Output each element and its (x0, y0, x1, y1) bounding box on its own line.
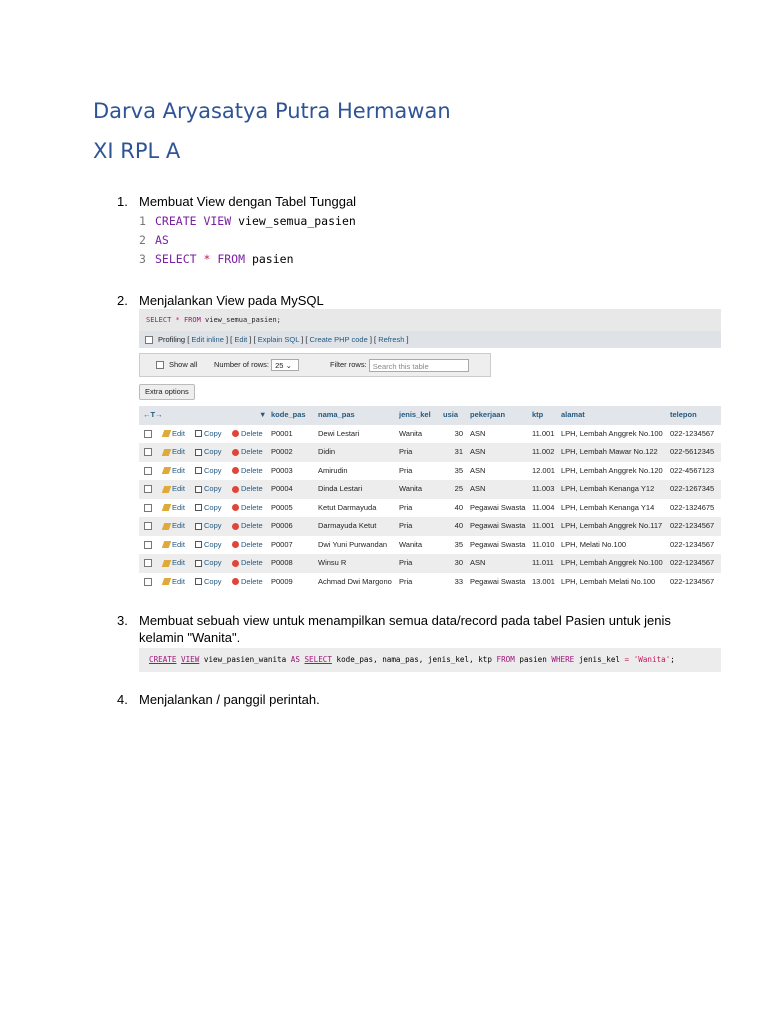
table-cell: 11.011 (532, 558, 554, 567)
table-cell: 11.004 (532, 502, 555, 512)
sql-keyword: AS (290, 655, 300, 664)
table-header-row (139, 406, 721, 425)
copy-row-button[interactable] (195, 480, 222, 499)
delete-icon (232, 578, 239, 585)
table-cell: 40 (454, 502, 463, 512)
table-cell: 35 (454, 539, 463, 549)
pencil-icon (162, 578, 172, 585)
line-number: 2 (139, 233, 146, 247)
extra-options-button[interactable]: Extra options (139, 384, 195, 400)
edit-row-button[interactable] (163, 499, 185, 518)
edit-row-button[interactable] (163, 554, 185, 573)
copy-row-button[interactable] (195, 462, 222, 481)
table-cell: Ketut Darmayuda (318, 502, 377, 512)
create-php-link[interactable]: Create PHP code (309, 335, 368, 344)
table-row (139, 462, 721, 481)
table-cell: 022-1324675 (670, 502, 715, 512)
delete-icon (232, 449, 239, 456)
table-cell: ASN (470, 447, 486, 456)
copy-icon (195, 541, 202, 548)
sql-keyword: FROM (496, 655, 515, 664)
pencil-icon (162, 504, 172, 511)
table-row (139, 480, 721, 499)
explain-sql-link[interactable]: Explain SQL (257, 335, 300, 344)
copy-row-label: Copy (204, 539, 222, 549)
delete-row-button[interactable] (232, 536, 263, 555)
copy-icon (195, 523, 202, 530)
table-cell: Winsu R (318, 558, 347, 567)
table-cell: Dwi Yuni Purwandan (318, 539, 388, 549)
table-cell: LPH, Lembah Anggrek No.120 (561, 465, 663, 475)
copy-row-button[interactable] (195, 573, 222, 592)
rows-select-value: 25 (275, 361, 284, 371)
table-cell: 022-1234567 (670, 521, 715, 530)
profiling-checkbox[interactable] (145, 336, 153, 344)
copy-row-label: Copy (204, 558, 222, 567)
number-of-rows-label: Number of rows: (214, 360, 270, 369)
col-header[interactable]: pekerjaan (470, 410, 506, 419)
table-cell: P0006 (271, 521, 293, 530)
sort-arrows-icon[interactable]: ←T→ (143, 410, 163, 419)
col-header[interactable]: alamat (561, 410, 585, 419)
code-text: view_semua_pasien (231, 214, 356, 228)
row-checkbox[interactable] (144, 499, 157, 518)
table-cell: 11.001 (532, 428, 555, 438)
copy-row-label: Copy (204, 428, 222, 438)
table-cell: P0005 (271, 502, 293, 512)
edit-row-button[interactable] (163, 462, 185, 481)
table-cell: 11.010 (532, 539, 555, 549)
copy-row-button[interactable] (195, 554, 222, 573)
delete-row-label: Delete (241, 428, 263, 438)
table-cell: 25 (454, 484, 463, 493)
copy-icon (195, 486, 202, 493)
delete-row-button[interactable] (232, 554, 263, 573)
table-cell: Wanita (399, 484, 423, 493)
chevron-down-icon: ⌄ (285, 361, 292, 371)
delete-row-button[interactable] (232, 462, 263, 481)
table-cell: ASN (470, 558, 486, 567)
table-cell: 022-1234567 (670, 428, 715, 438)
col-header[interactable]: ktp (532, 410, 544, 419)
delete-row-label: Delete (241, 465, 263, 475)
table-cell: 022-1234567 (670, 539, 715, 549)
table-cell: 022-1234567 (670, 558, 715, 567)
show-all-label: Show all (169, 360, 198, 369)
edit-row-button[interactable] (163, 480, 185, 499)
table-cell: LPH, Lembah Kenanga Y12 (561, 484, 655, 493)
table-cell: P0008 (271, 558, 293, 567)
edit-row-label: Edit (172, 576, 185, 586)
copy-icon (195, 504, 202, 511)
sql-query-bar (139, 309, 721, 331)
table-cell: 30 (454, 558, 463, 567)
line-number: 3 (139, 252, 146, 266)
table-cell: 33 (454, 576, 463, 586)
delete-row-button[interactable] (232, 480, 263, 499)
edit-row-label: Edit (172, 465, 185, 475)
table-cell: P0007 (271, 539, 293, 549)
edit-row-button[interactable] (163, 425, 185, 444)
row-checkbox[interactable] (144, 517, 157, 536)
sql-text: kode_pas, nama_pas, jenis_kel, ktp (331, 655, 497, 664)
edit-row-label: Edit (172, 539, 185, 549)
copy-row-label: Copy (204, 447, 222, 456)
edit-row-label: Edit (172, 428, 185, 438)
step-number: 2. (117, 293, 128, 308)
table-cell: 022-4567123 (670, 465, 715, 475)
table-cell: LPH, Melati No.100 (561, 539, 627, 549)
table-cell: ASN (470, 465, 486, 475)
sql-operator: * (171, 316, 184, 324)
filter-rows-input[interactable] (369, 359, 469, 372)
row-checkbox[interactable] (144, 573, 157, 592)
delete-row-label: Delete (241, 484, 263, 493)
edit-row-button[interactable] (163, 536, 185, 555)
step-number: 4. (117, 692, 128, 707)
copy-icon (195, 578, 202, 585)
delete-icon (232, 486, 239, 493)
table-body (139, 425, 721, 592)
edit-row-label: Edit (172, 558, 185, 567)
copy-icon (195, 449, 202, 456)
sql-text: jenis_kel (574, 655, 625, 664)
sql-keyword: FROM (183, 316, 201, 324)
table-cell: Pegawai Swasta (470, 521, 526, 530)
delete-row-label: Delete (241, 576, 263, 586)
edit-row-label: Edit (172, 484, 185, 493)
edit-row-label: Edit (172, 502, 185, 512)
table-row (139, 536, 721, 555)
code-line (139, 231, 369, 250)
table-cell: P0001 (271, 428, 293, 438)
table-cell: Wanita (399, 428, 423, 438)
table-cell: LPH, Lembah Mawar No.122 (561, 447, 658, 456)
table-cell: Pegawai Swasta (470, 576, 526, 586)
delete-icon (232, 523, 239, 530)
edit-inline-link[interactable]: Edit inline (191, 335, 224, 344)
table-cell: ASN (470, 428, 486, 438)
pencil-icon (162, 523, 172, 530)
table-cell: LPH, Lembah Kenanga Y14 (561, 502, 655, 512)
step-number: 1. (117, 194, 128, 209)
filter-rows-placeholder: Search this table (372, 361, 429, 371)
table-cell: Pegawai Swasta (470, 502, 526, 512)
edit-link[interactable]: Edit (234, 335, 248, 344)
row-checkbox[interactable] (144, 554, 157, 573)
table-cell: Pria (399, 465, 413, 475)
author-name: Darva Aryasatya Putra Hermawan (93, 99, 451, 123)
sort-desc-icon[interactable]: ▼ (259, 410, 267, 419)
table-cell: Darmayuda Ketut (318, 521, 377, 530)
show-all-checkbox[interactable] (156, 361, 164, 369)
row-checkbox[interactable] (144, 425, 157, 444)
edit-row-button[interactable] (163, 517, 185, 536)
table-cell: 022-5612345 (670, 447, 715, 456)
col-header[interactable]: usia (443, 410, 459, 419)
table-cell: 022-1267345 (670, 484, 715, 493)
code-keyword: CREATE VIEW (155, 214, 232, 228)
table-cell: Pria (399, 447, 413, 456)
delete-row-label: Delete (241, 558, 263, 567)
table-cell: 13.001 (532, 576, 555, 586)
col-header[interactable]: kode_pas (271, 410, 306, 419)
refresh-link[interactable]: Refresh (378, 335, 405, 344)
pencil-icon (162, 486, 172, 493)
table-cell: Pegawai Swasta (470, 539, 526, 549)
delete-row-button[interactable] (232, 499, 263, 518)
row-checkbox[interactable] (144, 462, 157, 481)
table-cell: 11.002 (532, 447, 555, 456)
table-navigation-bar (139, 353, 491, 377)
sql-keyword: SELECT (304, 655, 332, 664)
delete-row-button[interactable] (232, 443, 263, 462)
table-cell: 022-1234567 (670, 576, 715, 586)
copy-icon (195, 430, 202, 437)
edit-row-button[interactable] (163, 443, 185, 462)
delete-row-button[interactable] (232, 573, 263, 592)
sql-text: ; (670, 655, 675, 664)
code-keyword: FROM (217, 252, 246, 266)
table-cell: 35 (454, 465, 463, 475)
table-cell: Achmad Dwi Margono (318, 576, 392, 586)
table-cell: 11.003 (532, 484, 555, 493)
delete-row-label: Delete (241, 502, 263, 512)
pencil-icon (162, 560, 172, 567)
copy-icon (195, 560, 202, 567)
table-cell: LPH, Lembah Melati No.100 (561, 576, 656, 586)
col-header[interactable]: nama_pas (318, 410, 355, 419)
table-row (139, 554, 721, 573)
pencil-icon (162, 430, 172, 437)
copy-row-button[interactable] (195, 425, 222, 444)
copy-row-button[interactable] (195, 499, 222, 518)
table-cell: LPH, Lembah Anggrek No.117 (561, 521, 663, 530)
edit-row-label: Edit (172, 521, 185, 530)
step-text: Membuat View dengan Tabel Tunggal (139, 194, 357, 209)
step-text: Menjalankan / panggil perintah. (139, 692, 320, 707)
copy-row-label: Copy (204, 521, 222, 530)
profiling-label: Profiling (158, 335, 186, 344)
copy-row-label: Copy (204, 465, 222, 475)
delete-row-label: Delete (241, 447, 263, 456)
code-block-create-view (139, 212, 369, 269)
pencil-icon (162, 541, 172, 548)
copy-row-button[interactable] (195, 517, 222, 536)
table-row (139, 573, 721, 592)
delete-row-label: Delete (241, 521, 263, 530)
copy-row-label: Copy (204, 484, 222, 493)
table-row (139, 425, 721, 444)
delete-icon (232, 467, 239, 474)
filter-rows-label: Filter rows: (330, 360, 367, 369)
table-row (139, 443, 721, 462)
table-cell: Pria (399, 558, 413, 567)
col-header[interactable]: telepon (670, 410, 697, 419)
delete-row-button[interactable] (232, 425, 263, 444)
table-cell: 31 (454, 447, 463, 456)
class-name: XI RPL A (93, 139, 181, 163)
table-cell: Dinda Lestari (318, 484, 363, 493)
table-cell: Dewi Lestari (318, 428, 360, 438)
code-keyword: AS (155, 233, 169, 247)
table-cell: 12.001 (532, 465, 555, 475)
sql-text: view_pasien_wanita (199, 655, 291, 664)
sql-keyword: SELECT (146, 316, 172, 324)
table-cell: ASN (470, 484, 486, 493)
table-row (139, 499, 721, 518)
line-number: 1 (139, 214, 146, 228)
table-cell: 11.001 (532, 521, 555, 530)
delete-icon (232, 504, 239, 511)
delete-row-label: Delete (241, 539, 263, 549)
table-cell: P0009 (271, 576, 293, 586)
table-cell: Wanita (399, 539, 423, 549)
code-keyword: SELECT (155, 252, 197, 266)
table-cell: LPH, Lembah Anggrek No.100 (561, 428, 663, 438)
profiling-bar: Profiling [ Edit inline ] [ Edit ] [ Explain SQL ] [ Create PHP code ] [ Refresh ] (139, 331, 721, 348)
sql-keyword: VIEW (181, 655, 200, 664)
copy-row-button[interactable] (195, 443, 222, 462)
table-cell: P0003 (271, 465, 293, 475)
sql-string: 'Wanita' (629, 655, 671, 664)
delete-icon (232, 560, 239, 567)
step-text: Membuat sebuah view untuk menampilkan semua data/record pada tabel Pasien untuk jenis kelamin "Wanita". (139, 613, 671, 645)
delete-icon (232, 430, 239, 437)
table-cell: 30 (454, 428, 463, 438)
phpmyadmin-screenshot (139, 309, 721, 589)
code-operator: * (196, 252, 218, 266)
sql-operator: = (624, 655, 630, 664)
table-cell: Pria (399, 576, 413, 586)
row-checkbox[interactable] (144, 536, 157, 555)
table-cell: LPH, Lembah Anggrek No.100 (561, 558, 663, 567)
table-cell: Didin (318, 447, 336, 456)
copy-row-label: Copy (204, 502, 222, 512)
pencil-icon (162, 449, 172, 456)
rows-select[interactable] (271, 359, 299, 371)
sql-text: view_semua_pasien; (200, 316, 281, 324)
copy-row-label: Copy (204, 576, 222, 586)
table-cell: P0004 (271, 484, 293, 493)
table-row (139, 517, 721, 536)
row-checkbox[interactable] (144, 480, 157, 499)
copy-icon (195, 467, 202, 474)
row-checkbox[interactable] (144, 443, 157, 462)
table-cell: Pria (399, 502, 413, 512)
step-text: Menjalankan View pada MySQL (139, 293, 324, 308)
pencil-icon (162, 467, 172, 474)
table-cell: 40 (454, 521, 463, 530)
edit-row-label: Edit (172, 447, 185, 456)
table-cell: Pria (399, 521, 413, 530)
sql-keyword: CREATE (149, 655, 177, 664)
delete-row-button[interactable] (232, 517, 263, 536)
code-line (139, 212, 369, 231)
sql-text: pasien (514, 655, 552, 664)
table-cell: Amirudin (318, 465, 348, 475)
step-number: 3. (117, 613, 128, 628)
sql-keyword: WHERE (551, 655, 575, 664)
table-cell: P0002 (271, 447, 293, 456)
col-header[interactable]: jenis_kel (399, 410, 431, 419)
results-table (139, 406, 721, 591)
delete-icon (232, 541, 239, 548)
code-line (139, 250, 369, 269)
code-block-view-wanita (139, 648, 721, 672)
edit-row-button[interactable] (163, 573, 185, 592)
copy-row-button[interactable] (195, 536, 222, 555)
code-text: pasien (245, 252, 294, 266)
